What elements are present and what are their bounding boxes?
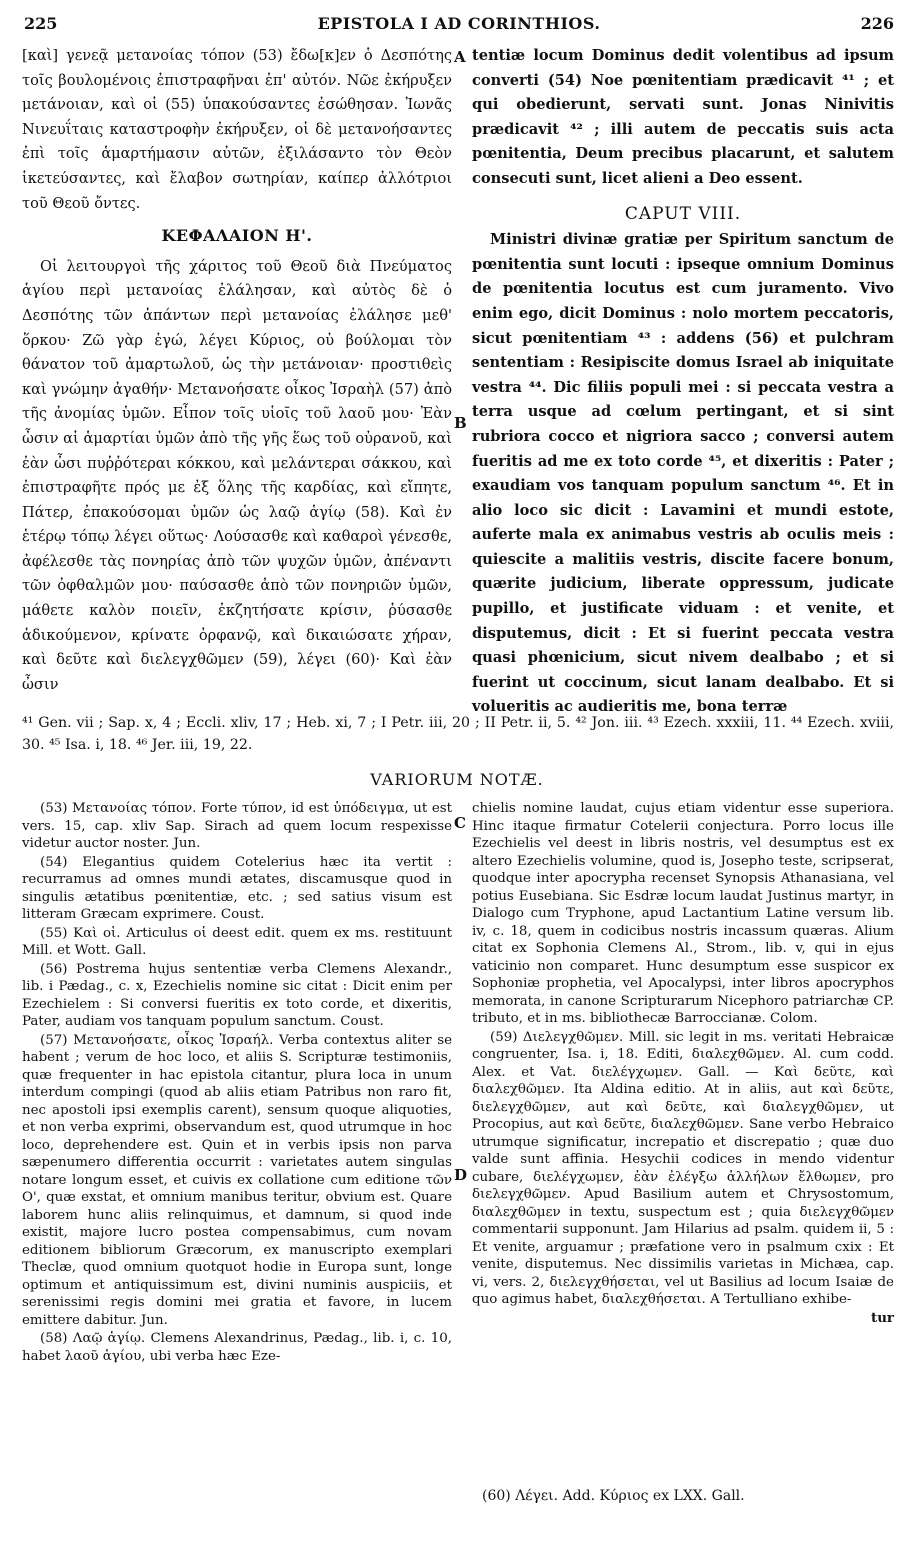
note-59: (59) Διελεγχθῶμεν. Mill. sic legit in ms. veritati Hebraicæ congruenter, Isa. i, 18. Editi, διαλεχθῶμεν. Al. cum codd. Alex. et Vat. διελέγχωμεν. Gall. — Καὶ δεῦτε, καὶ διαλεχθῶμεν. Ita Aldina editio. At in aliis, aut καὶ δεῦτε, διελεγχθῶμεν, aut καὶ δεῦτε, καὶ διαλεγχθῶμεν, ut Procopius, aut καὶ δεῦτε, διαλεχθῶμεν. Sane verbo Hebraico utrumque significatur, increpatio et discrepatio ; quæ duo valde sunt affinia. Hesychii codices in mendo videntur cubare, διελέγχωμεν, ἐὰν ἐλέγξω ἀλλήλων ἔλθωμεν, pro διελεγχθῶμεν. Apud Basilium autem et Chrysostomum, διαλεχθῶμεν in textu, suspectum est ; quia διελεγχθῶμεν commentarii supponunt. Jam Hilarius ad psalm. quidem ii, 5 : Et venite, arguamur ; præfatione vero in psalmum cxix : Et venite, disputemus. Nec dissimilis varietas in Michæa, cap. vi, vers. 2, διελεγχθήσεται, vel ut Basilius ad locum Isaiæ de quo agimus habet, διαλεχθήσεται. A Tertulliano exhibe- bbox=[472, 1029, 894, 1307]
greek-paragraph-1: [καὶ] γενεᾷ μετανοίας τόπον (53) ἔδω[κ]εν ὁ Δεσπότης τοῖς βουλομένοις ἐπιστραφῆναι ἐπ' αὐτόν. Νῶε ἐκήρυξεν μετάνοιαν, καὶ οἱ (55) ὑπακούσαντες ἐσώθησαν. Ἰωνᾶς Νινευΐταις καταστροφὴν ἐκήρυξεν, οἱ δὲ μετανοήσαντες ἐπὶ τοῖς ἁμαρτήμασιν αὐτῶν, ἐξιλάσαντο τὸν Θεὸν ἱκετεύσαντες, καὶ ἔλαβον σωτηρίαν, καίπερ ἀλλότριοι τοῦ Θεοῦ ὄντες. bbox=[22, 47, 452, 212]
greek-text-column bbox=[22, 44, 452, 704]
page-number-left: 225 bbox=[24, 14, 58, 33]
variorum-notes-heading: VARIORUM NOTÆ. bbox=[370, 770, 544, 789]
note-59-end: tur bbox=[871, 1309, 894, 1326]
note-55: (55) Καὶ οἱ. Articulus οἱ deest edit. quem ex ms. restituunt Mill. et Wott. Gall. bbox=[22, 925, 452, 958]
greek-paragraph-2: Οἱ λειτουργοὶ τῆς χάριτος τοῦ Θεοῦ διὰ Πνεύματος ἁγίου περὶ μετανοίας ἐλάλησαν, καὶ αὐτὸς δὲ ὁ Δεσπότης τῶν ἁπάντων περὶ μετανοίας ἐλάλησε μεθ' ὅρκου· Ζῶ γὰρ ἐγώ, λέγει Κύριος, οὐ βούλομαι τὸν θάνατον τοῦ ἁμαρτωλοῦ, ὡς τὴν μετάνοιαν· προστιθεὶς καὶ γνώμην ἀγαθήν· Μετανοήσατε οἶκος Ἰσραὴλ (57) ἀπὸ τῆς ἀνομίας ὑμῶν. Εἶπον τοῖς υἱοῖς τοῦ λαοῦ μου· Ἐὰν ὦσιν αἱ ἁμαρτίαι ὑμῶν ἀπὸ τῆς γῆς ἕως τοῦ οὐρανοῦ, καὶ ἐὰν ὦσι πυῤῥότεραι κόκκου, καὶ μελάντεραι σάκκου, καὶ ἐπιστραφῆτε πρός με ἐξ ὅλης τῆς καρδίας, καὶ εἴπητε, Πάτερ, ἐπακούσομαι ὑμῶν ὡς λαῷ ἁγίῳ (58). Καὶ ἐν ἑτέρῳ τόπῳ λέγει οὕτως· Λούσασθε καὶ καθαροὶ γένεσθε, ἀφέλεσθε τὰς πονηρίας ἀπὸ τῶν ψυχῶν ὑμῶν, ἀπέναντι τῶν ὀφθαλμῶν μου· παύσασθε ἀπὸ τῶν πονηριῶν ὑμῶν, μάθετε καλὸν ποιεῖν, ἐκζητήσατε κρίσιν, ῥύσασθε ἀδικούμενον, κρίνατε ὀρφανῷ, καὶ δικαιώσατε χήραν, καὶ δεῦτε καὶ διελεγχθῶμεν (59), λέγει (60)· Καὶ ἐὰν ὦσιν bbox=[22, 257, 452, 693]
notes-right-column bbox=[472, 800, 894, 1484]
scripture-references bbox=[22, 712, 894, 756]
note-54: (54) Elegantius quidem Cotelerius hæc ita vertit : recurramus ad omnes mundi ætates, discamusque quod in singulis ætatibus pœnitentiæ, etc. ; sed satius visum est litteram Græcam exprimere. Coust. bbox=[22, 854, 452, 922]
note-53: (53) Μετανοίας τόπον. Forte τύπον, id est ὑπόδειγμα, ut est vers. 15, cap. xliv Sap. Sirach ad quem locum respexisse videtur auctor noster. Jun. bbox=[22, 801, 452, 851]
note-57: (57) Μετανοήσατε, οἶκος Ἰσραήλ. Verba contextus aliter se habent ; verum de hoc loco, et aliis S. Scripturæ testimoniis, quæ frequenter in hac epistola citantur, plura loca in unum interdum compingi (quod ab aliis etiam Patribus non raro fit, nec apostoli ipsi exemplis carent), sensum quoque aliquoties, et non verba exprimi, observandum est, quod utrumque in hoc loco, deprehendere est. Quin et in verbis ipsis non parva sæpenumero differentia occurrit : varietates autem singulas notare longum esset, et cuivis ex collatione cum editione τῶν Ο', quæ exstat, et omnium manibus teritur, obvium est. Quare laborem hunc aliis relinquimus, et damnum, si quod inde existit, majore lucro postea compensabimus, cum novam editionem bibliorum Græcorum, ex manuscripto exemplari Theclæ, quod omnium quotquot hodie in Europa sunt, longe optimum et antiquissimum est, divini numinis auspiciis, et serenissimi regis domini mei gratia et favore, in lucem emittere dabitur. Jun. bbox=[22, 1032, 452, 1328]
note-58-continued: chielis nomine laudat, cujus etiam videntur esse superiora. Hinc itaque firmatur Cotelerii conjectura. Porro locus ille Ezechielis vel deest in libris nostris, vel desumptus est ex altero Ezechielis volumine, quod is, Josepho teste, scripserat, quodque inter apocrypha recenset Synopsis Athanasiana, vel potius Eusebiana. Sic Esdræ locum laudat Justinus martyr, in Dialogo cum Tryphone, apud Lactantium Latine versum lib. iv, c. 18, quem in codicibus nostris incassum quæras. Alium citat ex Sophonia Clemens Al., Strom., lib. v, qui in ejus vaticinio non comparet. Hunc desumptum esse suspicor ex Sophoniæ prophetia, vel Apocalypsi, inter libros apocryphos memorata, in canone Scripturarum Nicephoro patriarchæ CP. tributo, et in ms. bibliothecæ Barroccianæ. Colom. bbox=[472, 801, 894, 1026]
latin-chapter-heading: CAPUT VIII. bbox=[624, 203, 742, 224]
margin-marker-d: D bbox=[454, 1166, 468, 1184]
margin-marker-c: C bbox=[454, 814, 466, 832]
note-60: (60) Λέγει. Add. Κύριος ex LXX. Gall. bbox=[482, 1488, 745, 1504]
margin-marker-a: A bbox=[454, 48, 466, 66]
latin-paragraph-2: Ministri divinæ gratiæ per Spiritum sanctum de pœnitentia sunt locuti : ipseque omnium Dominus de pœnitentia locutus est cum juramento. Vivo enim ego, dicit Dominus : nolo mortem peccatoris, sicut pœnitentiam ⁴³ : addens (56) et pulchram sententiam : Resipiscite domus Israel ab iniquitate vestra ⁴⁴. Dic filiis populi mei : si peccata vestra a terra usque ad cœlum pertingant, et si sint rubriora cocco et nigriora sacco ; conversi autem fueritis ad me ex toto corde ⁴⁵, et dixeritis : Pater ; exaudiam vos tanquam populum sanctum ⁴⁶. Et in alio loco sic dicit : Lavamini et mundi estote, auferte mala ex animabus vestris ab oculis meis : quiescite a malitiis vestris, discite facere bonum, quærite judicium, liberate oppressum, judicate pupillo, et justificate viduam : et venite, et disputemus, dicit : Et si fuerint peccata vestra quasi phœnicium, sicut nivem dealbabo ; et si fuerint ut coccinum, sicut lanam dealbabo. Et si volueritis ac audieritis me, bona terræ bbox=[472, 231, 894, 716]
margin-marker-b: B bbox=[454, 414, 467, 432]
note-56: (56) Postrema hujus sententiæ verba Clemens Alexandr., lib. i Pædag., c. x, Ezechielis nomine sic citat : Dicit enim per Ezechielem : Si conversi fueritis ex toto corde, et dixeritis, Pater, audiam vos tanquam populum sanctum. Coust. bbox=[22, 961, 452, 1029]
latin-text-column bbox=[472, 44, 894, 716]
notes-left-column bbox=[22, 800, 452, 1540]
references-text: ⁴¹ Gen. vii ; Sap. x, 4 ; Eccli. xliv, 17 ; Heb. xi, 7 ; I Petr. iii, 20 ; II Petr. ii, 5. ⁴² Jon. iii. ⁴³ Ezech. xxxiii, 11. ⁴⁴ Ezech. xviii, 30. ⁴⁵ Isa. i, 18. ⁴⁶ Jer. iii, 19, 22. bbox=[22, 715, 894, 753]
latin-paragraph-1: tentiæ locum Dominus dedit volentibus ad ipsum converti (54) Noe pœnitentiam prædicavit ⁴¹ ; et qui obedierunt, servati sunt. Jonas Ninivitis prædicavit ⁴² ; illi autem de peccatis suis acta pœnitentia, Deum precibus placarunt, et salutem consecuti sunt, licet alieni a Deo essent. bbox=[472, 47, 894, 187]
note-58: (58) Λαῷ ἁγίῳ. Clemens Alexandrinus, Pædag., lib. i, c. 10, habet λαοῦ ἁγίου, ubi verba hæc Eze- bbox=[22, 1331, 452, 1364]
greek-chapter-heading: ΚΕΦΑΛΑΙΟΝ Η'. bbox=[161, 226, 313, 246]
page-header bbox=[24, 14, 894, 38]
page-number-right: 226 bbox=[860, 14, 894, 33]
running-title: EPISTOLA I AD CORINTHIOS. bbox=[317, 14, 601, 33]
